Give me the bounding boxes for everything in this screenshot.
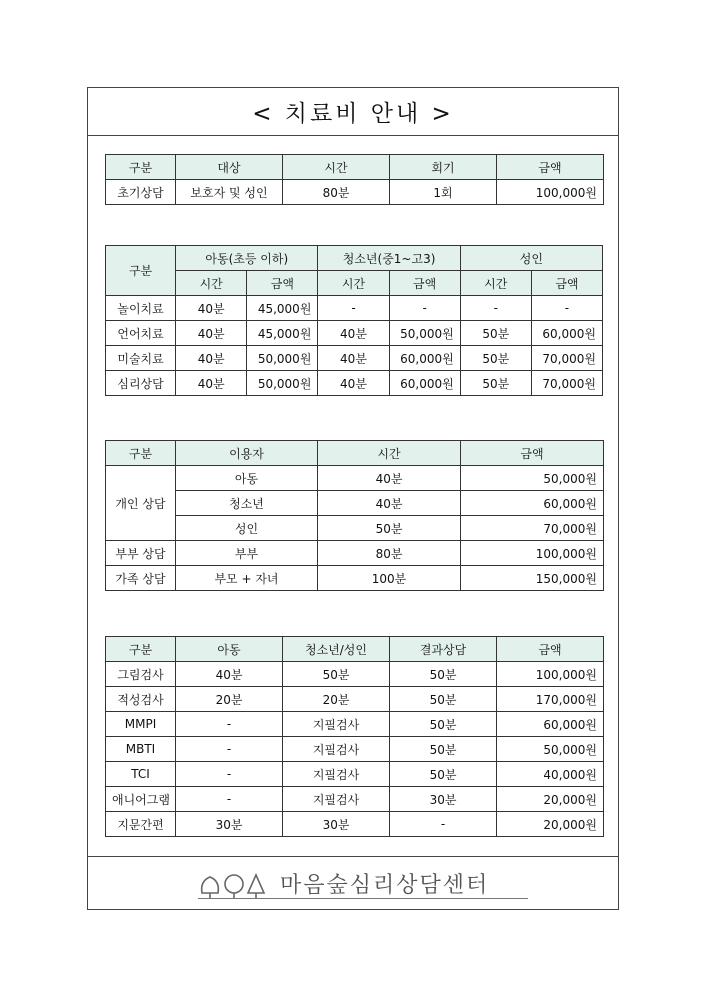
cell-fee: 150,000원 [461, 566, 604, 591]
cell: 60,000원 [531, 321, 602, 346]
cell-fee: 100,000원 [497, 662, 604, 687]
cell: 40분 [176, 371, 247, 396]
header-fee: 금액 [461, 441, 604, 466]
cell: 20분 [176, 687, 283, 712]
subheader-time: 시간 [318, 271, 389, 296]
header-child: 아동 [176, 637, 283, 662]
table-row [106, 491, 604, 516]
cell: 지필검사 [283, 737, 390, 762]
cell: 50분 [460, 346, 531, 371]
cell: 40분 [176, 296, 247, 321]
cell: 50,000원 [389, 321, 460, 346]
cell-category: 지문간편 [106, 812, 176, 837]
cell-category: 그림검사 [106, 662, 176, 687]
cell: 50분 [460, 321, 531, 346]
table-row [106, 371, 603, 396]
cell: - [460, 296, 531, 321]
table-row [106, 346, 603, 371]
cell-user: 성인 [176, 516, 318, 541]
cell-category: 미술치료 [106, 346, 176, 371]
subheader-time: 시간 [460, 271, 531, 296]
header-fee: 금액 [497, 637, 604, 662]
header-group-child: 아동(초등 이하) [176, 246, 318, 271]
table-row [106, 687, 604, 712]
subheader-fee: 금액 [531, 271, 602, 296]
initial-consult-table [105, 154, 604, 205]
cell-fee: 100,000원 [497, 180, 604, 205]
cell: 45,000원 [247, 296, 318, 321]
cell: 30분 [390, 787, 497, 812]
cell-user: 아동 [176, 466, 318, 491]
cell: 50분 [390, 687, 497, 712]
cell: 45,000원 [247, 321, 318, 346]
table-row [106, 812, 604, 837]
cell: 40분 [176, 321, 247, 346]
center-logo [198, 867, 489, 899]
cell-category: 부부 상담 [106, 541, 176, 566]
cell-category: 적성검사 [106, 687, 176, 712]
page-title: < 치료비 안내 > [88, 88, 618, 136]
header-time: 시간 [283, 155, 390, 180]
header-category: 구분 [106, 637, 176, 662]
cell-fee: 170,000원 [497, 687, 604, 712]
cell-fee: 20,000원 [497, 787, 604, 812]
cell: - [176, 712, 283, 737]
cell-time: 100분 [318, 566, 461, 591]
header-result-consult: 결과상담 [390, 637, 497, 662]
cell-time: 40분 [318, 466, 461, 491]
table-row [106, 712, 604, 737]
cell: 50,000원 [247, 346, 318, 371]
header-sessions: 회기 [390, 155, 497, 180]
cell: 40분 [176, 346, 247, 371]
cell: 30분 [176, 812, 283, 837]
cell-category: 심리상담 [106, 371, 176, 396]
cell: - [176, 762, 283, 787]
cell-time: 50분 [318, 516, 461, 541]
cell: 50분 [390, 662, 497, 687]
cell: - [389, 296, 460, 321]
footer [88, 856, 618, 909]
cell-user: 부모 + 자녀 [176, 566, 318, 591]
cell-fee: 40,000원 [497, 762, 604, 787]
therapy-fee-table [105, 245, 603, 396]
logo-underline [198, 898, 528, 899]
cell: 70,000원 [531, 371, 602, 396]
header-target: 대상 [176, 155, 283, 180]
table-row [106, 737, 604, 762]
cell-time: 40분 [318, 491, 461, 516]
cell: 지필검사 [283, 712, 390, 737]
cell: 20분 [283, 687, 390, 712]
cell: 50분 [460, 371, 531, 396]
counseling-fee-table [105, 440, 604, 591]
assessment-fee-table [105, 636, 604, 837]
cell: 40분 [318, 346, 389, 371]
header-category: 구분 [106, 246, 176, 296]
center-name: 마음숲심리상담센터 [280, 873, 490, 898]
cell-category: 애니어그램 [106, 787, 176, 812]
cell: 50분 [390, 712, 497, 737]
cell-fee: 70,000원 [461, 516, 604, 541]
table-row [106, 662, 604, 687]
cell-category: MMPI [106, 712, 176, 737]
subheader-fee: 금액 [247, 271, 318, 296]
cell-fee: 100,000원 [461, 541, 604, 566]
cell: 50,000원 [247, 371, 318, 396]
subheader-fee: 금액 [389, 271, 460, 296]
cell: - [318, 296, 389, 321]
cell-target: 보호자 및 성인 [176, 180, 283, 205]
header-user: 이용자 [176, 441, 318, 466]
tree-icons [198, 871, 270, 899]
cell: 지필검사 [283, 787, 390, 812]
cell-category: TCI [106, 762, 176, 787]
cell: 40분 [318, 371, 389, 396]
table-row [106, 566, 604, 591]
header-category: 구분 [106, 155, 176, 180]
cell: 50분 [283, 662, 390, 687]
cell-category: 언어치료 [106, 321, 176, 346]
cell-fee: 50,000원 [497, 737, 604, 762]
cell: 30분 [283, 812, 390, 837]
cell-fee: 60,000원 [461, 491, 604, 516]
cell-fee: 20,000원 [497, 812, 604, 837]
document-frame [87, 87, 619, 910]
cell: 70,000원 [531, 346, 602, 371]
cell-category: 놀이치료 [106, 296, 176, 321]
cell-fee: 60,000원 [497, 712, 604, 737]
cell-time: 80분 [318, 541, 461, 566]
table-row [106, 296, 603, 321]
cell-user: 청소년 [176, 491, 318, 516]
table-row [106, 541, 604, 566]
cell-category: 개인 상담 [106, 466, 176, 541]
cell: - [531, 296, 602, 321]
table-row [106, 321, 603, 346]
cell: 60,000원 [389, 346, 460, 371]
cell-sessions: 1회 [390, 180, 497, 205]
subheader-time: 시간 [176, 271, 247, 296]
table-row [106, 180, 604, 205]
cell: 60,000원 [389, 371, 460, 396]
cell: - [176, 737, 283, 762]
cell-category: 가족 상담 [106, 566, 176, 591]
table-row [106, 762, 604, 787]
cell-category: 초기상담 [106, 180, 176, 205]
header-youth-adult: 청소년/성인 [283, 637, 390, 662]
header-time: 시간 [318, 441, 461, 466]
cell-time: 80분 [283, 180, 390, 205]
header-fee: 금액 [497, 155, 604, 180]
header-group-youth: 청소년(중1~고3) [318, 246, 460, 271]
table-row [106, 466, 604, 491]
header-group-adult: 성인 [460, 246, 602, 271]
cell: 50분 [390, 762, 497, 787]
cell: - [176, 787, 283, 812]
cell-category: MBTI [106, 737, 176, 762]
cell-fee: 50,000원 [461, 466, 604, 491]
cell-user: 부부 [176, 541, 318, 566]
cell: 50분 [390, 737, 497, 762]
header-category: 구분 [106, 441, 176, 466]
cell: 40분 [318, 321, 389, 346]
cell: 지필검사 [283, 762, 390, 787]
cell: 40분 [176, 662, 283, 687]
table-row [106, 787, 604, 812]
cell: - [390, 812, 497, 837]
table-row [106, 516, 604, 541]
